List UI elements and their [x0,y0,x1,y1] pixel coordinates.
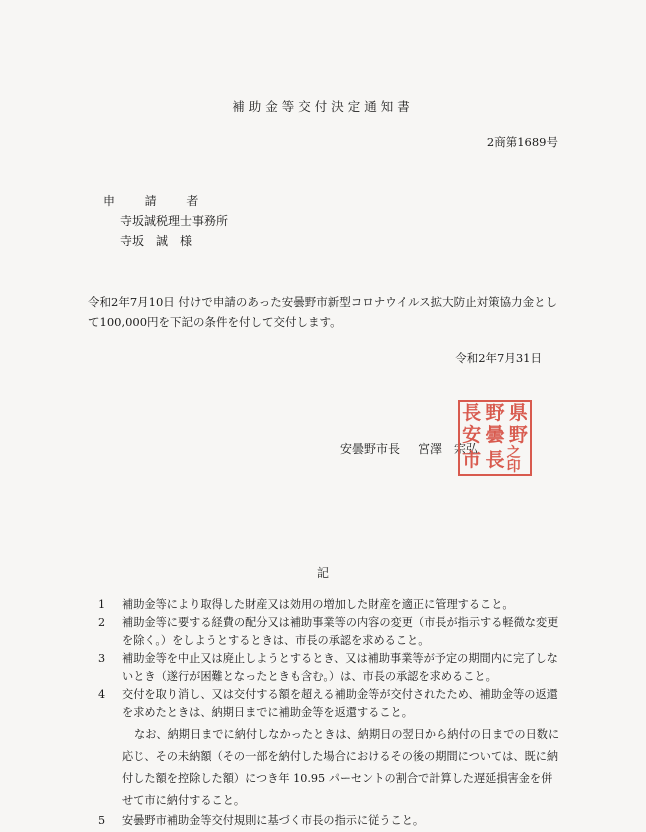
seal-char: 長 [462,401,482,424]
applicant-label [103,192,198,209]
official-seal [458,400,532,476]
condition-item [98,650,560,686]
condition-4-continuation: なお、納期日までに納付しなかったときは、納期日の翌日から納付の日までの日数に応じ、その未納額（その一部を納付した場合におけるその後の期間については、既に納付した額を控除した額）につき年 10.95 パーセントの割合で計算した遅延損害金を併せて市に納付すること。 [122,728,560,807]
condition-text: 補助金等に要する経費の配分又は補助事業等の内容の変更（市長が指示する軽微な変更を除く。）をしようとするときは、市長の承認を求めること。 [122,616,559,647]
seal-char: 長 [485,448,505,471]
condition-number: 4 [98,688,106,701]
condition-number: 3 [98,652,106,665]
condition-text: 安曇野市補助金等交付規則に基づく市長の指示に従うこと。 [122,814,425,827]
condition-item [98,812,560,830]
conditions-list [98,596,560,830]
condition-item [98,686,560,722]
seal-char: 野 [508,423,528,446]
applicant-label-char: 申 [103,194,116,208]
applicant-person: 寺坂 誠 様 [120,234,193,248]
seal-char: 県 [508,401,528,424]
condition-item [98,614,560,650]
issue-date: 令和2年7月31日 [455,351,542,365]
seal-char: 曇 [485,423,505,446]
signatory-name: 宮澤 宗弘 [418,442,479,456]
document-title: 補助金等交付決定通知書 [232,99,414,114]
seal-char: 安 [462,423,482,446]
condition-text: 補助金等を中止又は廃止しようとするとき、又は補助事業等が予定の期間内に完了しないとき（遂行が困難となったときも含む。）は、市長の承認を求めること。 [122,652,558,683]
applicant-organization: 寺坂誠税理士事務所 [120,214,229,228]
notice-body: 令和2年7月10日 付けで申請のあった安曇野市新型コロナウイルス拡大防止対策協力金として100,000円を下記の条件を付して交付します。 [88,295,558,329]
condition-number: 1 [98,598,106,611]
condition-text: 補助金等により取得した財産又は効用の増加した財産を適正に管理すること。 [122,598,514,611]
ki-heading: 記 [316,566,329,580]
condition-item [98,596,560,614]
applicant-label-char: 者 [186,194,199,208]
seal-char: 野 [485,401,505,424]
signatory-title: 安曇野市長 [340,442,401,456]
seal-char: 市 [462,448,482,471]
document-number: 2商第1689号 [486,135,558,149]
applicant-label-char: 請 [144,194,157,208]
condition-number: 2 [98,616,106,629]
condition-text: 交付を取り消し、又は交付する額を超える補助金等が交付されたため、補助金等の返還を求めたときは、納期日までに補助金等を返還すること。 [122,688,558,719]
condition-number: 5 [98,814,106,827]
seal-char: 之印 [506,445,521,475]
